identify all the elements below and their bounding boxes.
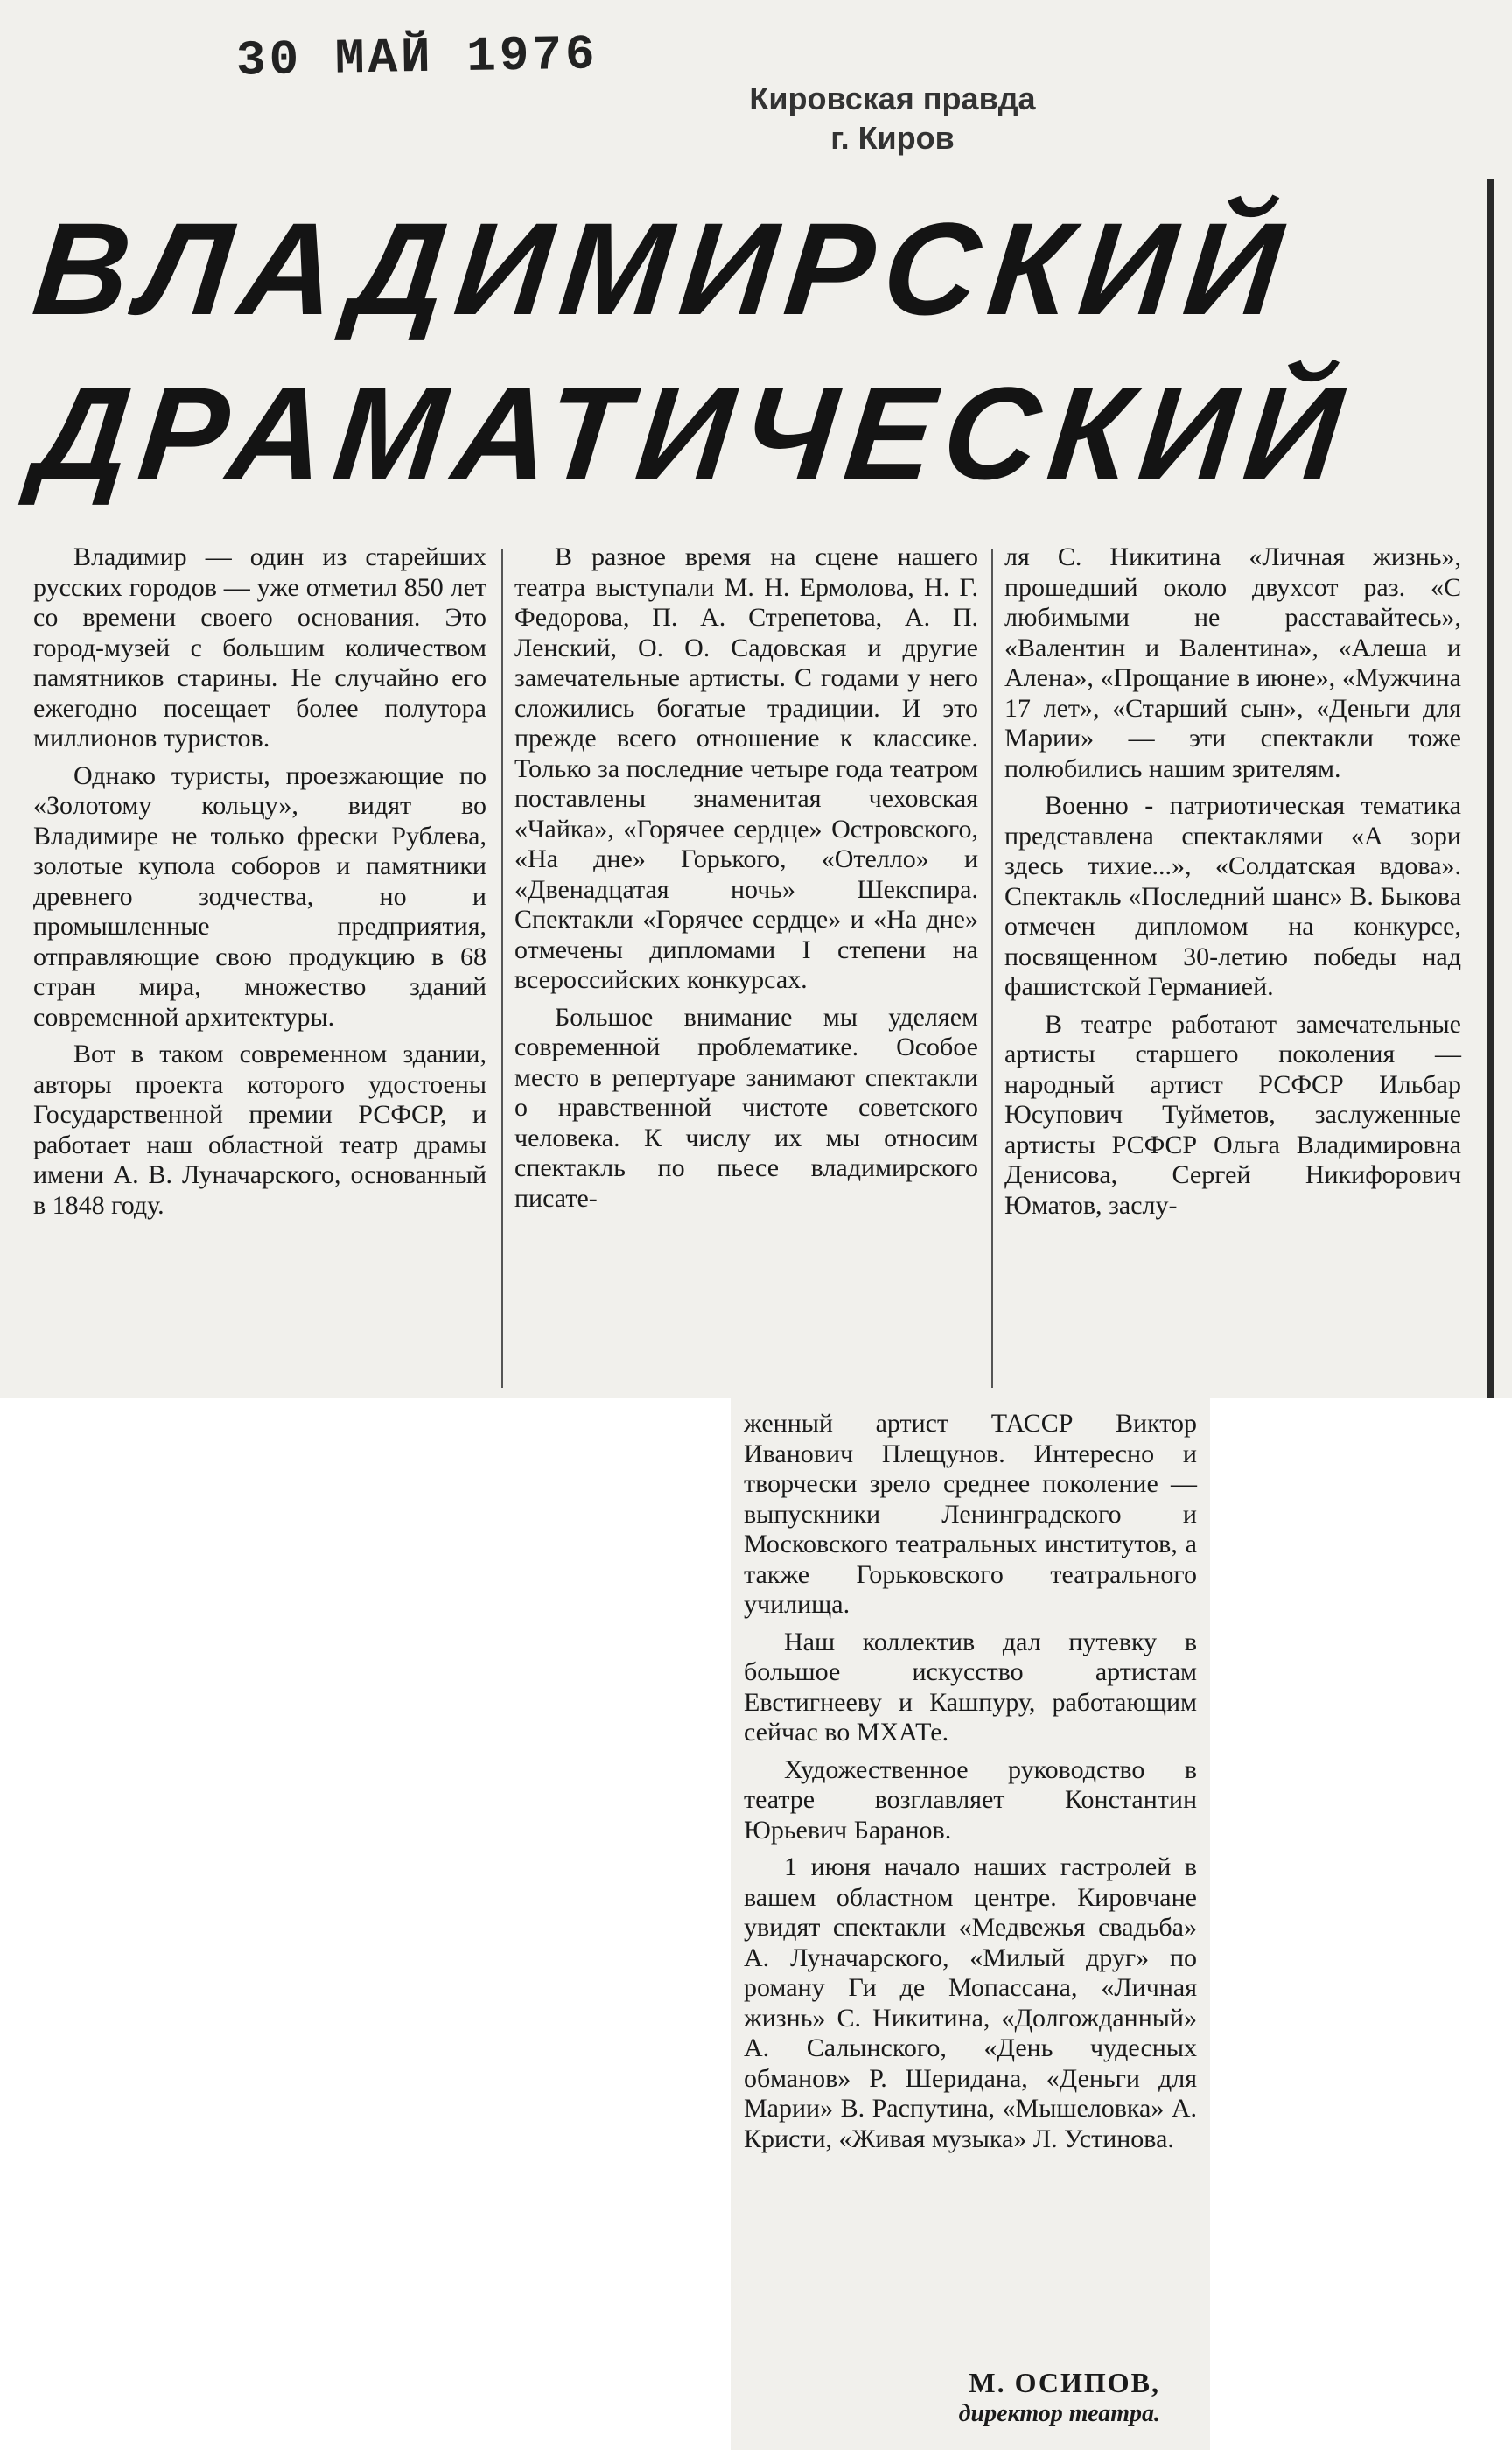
newspaper-city: г. Киров: [830, 120, 955, 156]
author-signature: [744, 2367, 1160, 2430]
newspaper-stamp: [682, 79, 1102, 158]
paragraph: В театре работают замечательные артисты старшего поколения — народный артист РСФСР Ильбар Юсупович Туйметов, заслуженные артисты РСФСР Ольга Владимировна Денисова, Сергей Никифорович Юматов, заслу-: [1004, 1009, 1461, 1220]
paragraph: В разное время на сцене нашего театра выступали М. Н. Ермолова, Н. Г. Федорова, П. А. Стрепетова, А. П. Ленский, О. О. Садовская и другие замечательные артисты. С годами у него сложились богатые традиции. И это прежде всего отношение к классике. Только за последние четыре года театром поставлены знаменитая чеховская «Чайка», «Горячее сердце» Островского, «На дне» Горького, «Отелло» и «Двенадцатая ночь» Шекспира. Спектакли «Горячее сердце» и «На дне» отмечены дипломами I степени на всероссийских конкурсах.: [514, 542, 978, 994]
article-column-3: [1004, 542, 1461, 1221]
paragraph: Владимир — один из старейших русских городов — уже отметил 850 лет со времени своего основания. Это город-музей с большим количеством памятников старины. Не случайно его ежегодно посещает более полутора миллионов туристов.: [33, 542, 486, 752]
article-column-4: [744, 1409, 1197, 2154]
headline-line-1: ВЛАДИМИРСКИЙ: [27, 195, 1298, 342]
article-column-2: [514, 542, 978, 1214]
paragraph: Военно - патриотическая тематика представлена спектаклями «А зори здесь тихие...», «Солдатская вдова». Спектакль «Последний шанс» В. Быкова отмечен дипломом на конкурсе, посвященном 30-летию победы над фашистской Германией.: [1004, 791, 1461, 1001]
author-name: М. ОСИПОВ,: [969, 2367, 1160, 2398]
column-rule: [501, 550, 503, 1388]
paragraph: Вот в таком современном здании, авторы проекта которого удостоены Государственной премии РСФСР, и работает наш областной театр драмы имени А. В. Луначарского, основанный в 1848 году.: [33, 1040, 486, 1220]
author-role: директор театра.: [958, 2400, 1160, 2427]
paragraph: Художественное руководство в театре возглавляет Константин Юрьевич Баранов.: [744, 1754, 1197, 1844]
clipping-edge: [1488, 179, 1494, 1398]
newspaper-name: Кировская правда: [749, 80, 1036, 116]
paragraph: ля С. Никитина «Личная жизнь», прошедший около двухсот раз. «С любимыми не расставайтесь», «Валентин и Валентина», «Алеша и Алена», «Прощание в июне», «Мужчина 17 лет», «Старший сын», «Деньги для Марии» — эти спектакли тоже полюбились нашим зрителям.: [1004, 542, 1461, 783]
article-column-1: [33, 542, 486, 1221]
headline-line-2: ДРАМАТИЧЕСКИЙ: [27, 360, 1359, 507]
paragraph: женный артист ТАССР Виктор Иванович Плещунов. Интересно и творчески зрело среднее поколение — выпускники Ленинградского и Московского театральных институтов, а также Горьковского театрального училища.: [744, 1409, 1197, 1619]
paragraph: Большое внимание мы уделяем современной проблематике. Особое место в репертуаре занимают спектакли о нравственной чистоте советского человека. К числу их мы относим спектакль по пьесе владимирского писате-: [514, 1002, 978, 1213]
paragraph: Однако туристы, проезжающие по «Золотому кольцу», видят во Владимире не только фрески Рублева, золотые купола соборов и памятники древнего зодчества, но и промышленные предприятия, отправляющие свою продукцию в 68 стран мира, множество зданий современной архитектуры.: [33, 760, 486, 1032]
date-stamp: 30 МАЙ 1976: [235, 26, 599, 89]
column-rule: [991, 550, 993, 1388]
paragraph: 1 июня начало наших гастролей в вашем областном центре. Кировчане увидят спектакли «Медвежья свадьба» А. Луначарского, «Милый друг» по роману Ги де Мопассана, «Личная жизнь» С. Никитина, «Долгожданный» А. Салынского, «День чудесных обманов» Р. Шеридана, «Деньги для Марии» В. Распутина, «Мышеловка» А. Кристи, «Живая музыка» Л. Устинова.: [744, 1852, 1197, 2153]
paragraph: Наш коллектив дал путевку в большое искусство артистам Евстигнееву и Кашпуру, работающим сейчас во МХАТе.: [744, 1627, 1197, 1746]
